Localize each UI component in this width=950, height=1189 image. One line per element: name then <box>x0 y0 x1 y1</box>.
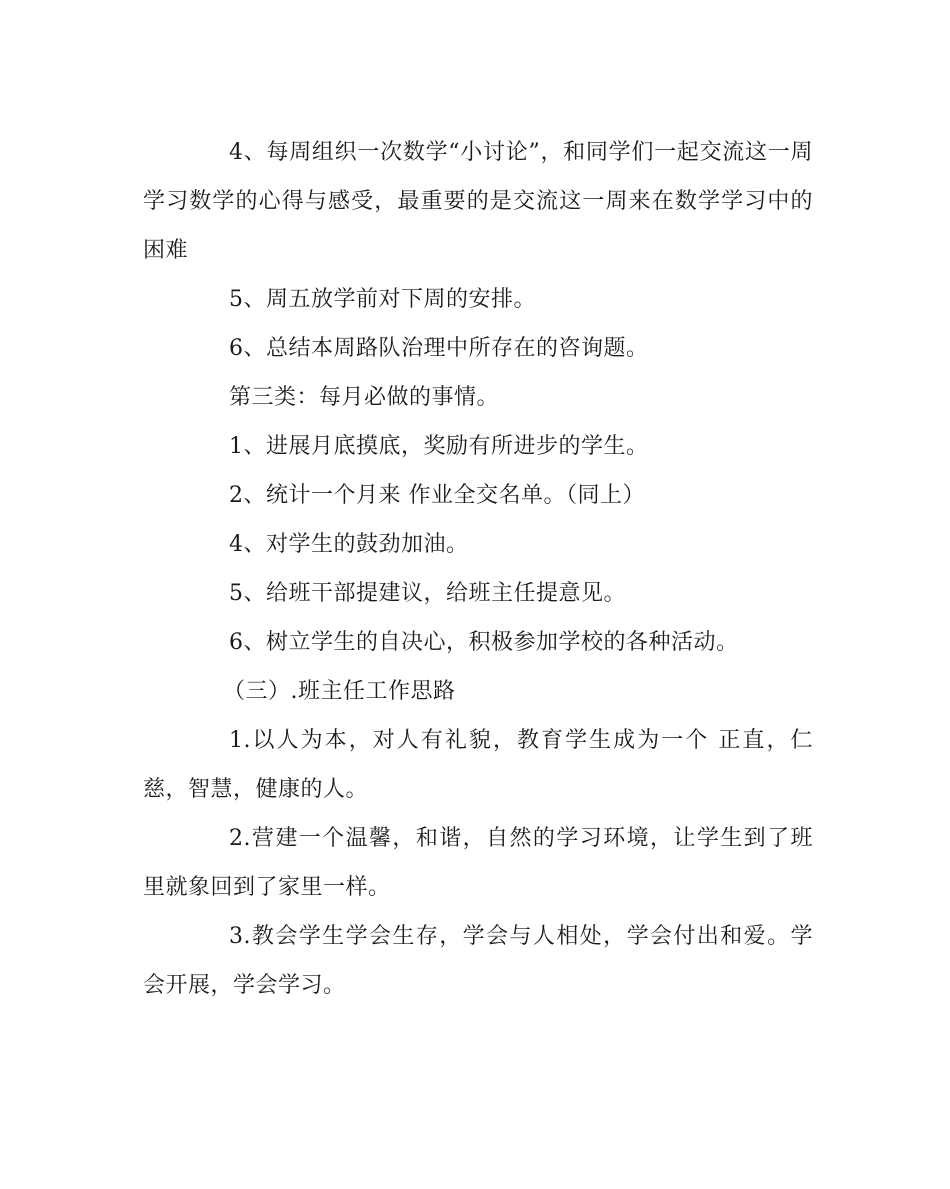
section-heading-monthly: 第三类：每月必做的事情。 <box>229 385 500 410</box>
section-heading-work-ideas: （三）.班主任工作思路 <box>223 679 456 704</box>
paragraph-idea-3: 3.教会学生学会生存，学会与人相处，学会付出和爱。学会开展，学会学习。 <box>143 924 813 998</box>
paragraph-weekly-item-4: 4、每周组织一次数学“小讨论”，和同学们一起交流这一周学习数学的心得与感受，最重要的是交流这一周来在数学学习中的困难 <box>143 140 813 263</box>
paragraph-monthly-item-6: 6、树立学生的自决心，积极参加学校的各种活动。 <box>229 630 739 655</box>
paragraph-idea-2: 2.营建一个温馨，和谐，自然的学习环境，让学生到了班里就象回到了家里一样。 <box>143 826 813 900</box>
paragraph-monthly-item-5: 5、给班干部提建议，给班主任提意见。 <box>229 581 626 606</box>
document-body <box>143 128 813 1010</box>
paragraph-monthly-item-2: 2、统计一个月来 作业全交名单。（同上） <box>229 483 645 508</box>
paragraph-weekly-item-5: 5、周五放学前对下周的安排。 <box>229 287 536 312</box>
paragraph-monthly-item-1: 1、进展月底摸底，奖励有所进步的学生。 <box>229 434 649 459</box>
paragraph-idea-1: 1.以人为本，对人有礼貌，教育学生成为一个 正直，仁慈，智慧，健康的人。 <box>143 728 813 802</box>
paragraph-weekly-item-6: 6、总结本周路队治理中所存在的咨询题。 <box>229 336 649 361</box>
paragraph-monthly-item-4: 4、对学生的鼓劲加油。 <box>229 532 469 557</box>
